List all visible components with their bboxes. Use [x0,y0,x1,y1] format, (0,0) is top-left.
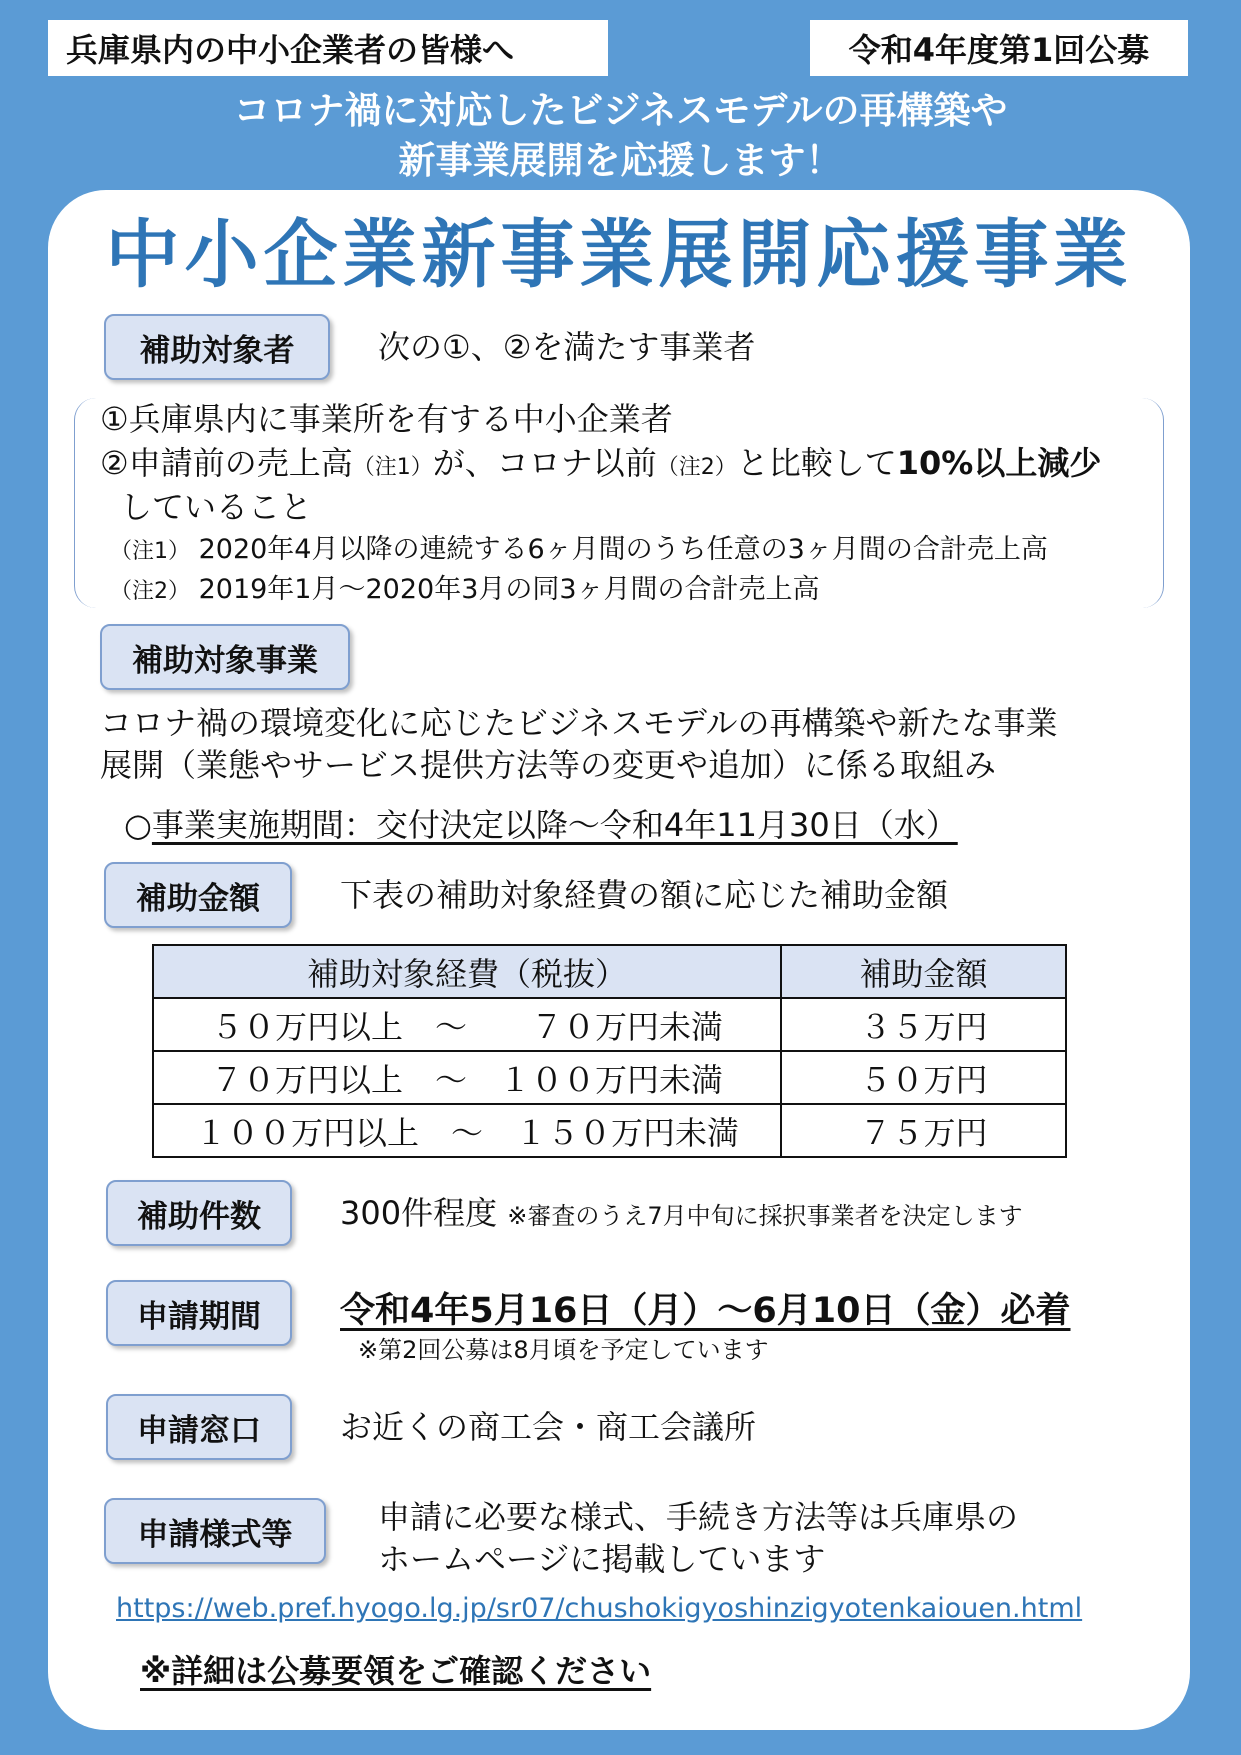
fee-table-header-amount: 補助金額 [781,945,1066,998]
condition-2-continued: していること [120,488,313,526]
condition-2-note-2: （注2） [656,455,737,480]
fee-table-header-row [153,945,1066,998]
period-label [106,1280,292,1346]
note-1 [110,532,1048,570]
headline-line-1: コロナ禍に対応したビジネスモデルの再構築や [233,89,1008,132]
note-1-text: 2020年4月以降の連続する6ヶ月間のうち任意の3ヶ月間の合計売上高 [198,534,1048,565]
condition-1: ①兵庫県内に事業所を有する中小企業者 [100,400,673,438]
footer-note: ※詳細は公募要領をご確認ください [140,1652,652,1690]
note-2 [110,572,820,610]
fee-amount-cell: ５０万円 [781,1051,1066,1104]
page-title: 中小企業新事業展開応援事業 [105,212,1133,298]
project-label [100,624,350,690]
condition-2-bold: 10%以上減少 [896,444,1102,482]
fee-amount-cell: ７５万円 [781,1104,1066,1157]
count-note: ※審査のうえ7月中旬に採択事業者を決定します [507,1202,1023,1230]
period-note: ※第2回公募は8月頃を予定しています [358,1336,769,1364]
project-period-text: 事業実施期間：交付決定以降～令和4年11月30日（水） [151,806,958,844]
amount-label-text: 補助金額 [136,880,260,917]
note-1-mark: （注1） [110,539,190,564]
fee-table [152,944,1067,1158]
project-desc-1: コロナ禍の環境変化に応じたビジネスモデルの再構築や新たな事業 [100,704,1058,742]
round-text: 令和4年度第1回公募 [848,31,1150,69]
forms-desc-2: ホームページに掲載しています [378,1540,826,1578]
audience-text: 兵庫県内の中小企業者の皆様へ [66,31,515,69]
fee-amount-cell: ３５万円 [781,998,1066,1051]
amount-desc: 下表の補助対象経費の額に応じた補助金額 [340,876,949,914]
window-value: お近くの商工会・商工会議所 [340,1408,757,1446]
eligible-label-text: 補助対象者 [139,332,295,369]
amount-label [104,862,292,928]
period-value: 令和4年5月16日（月）～6月10日（金）必着 [340,1291,1071,1331]
condition-2-part-a: ②申請前の売上高 [100,444,353,482]
note-2-mark: （注2） [110,579,190,604]
table-row [153,1051,1066,1104]
forms-url-link[interactable]: https://web.pref.hyogo.lg.jp/sr07/chushokigyoshinzigyotenkaiouen.html [116,1593,1083,1624]
period-label-text: 申請期間 [137,1298,261,1335]
window-label [106,1394,292,1460]
condition-2 [100,442,1101,489]
eligible-label [104,314,330,380]
audience-box [48,20,608,76]
fee-cost-cell: １００万円以上 ～ １５０万円未満 [153,1104,781,1157]
note-2-text: 2019年1月～2020年3月の同3ヶ月間の合計売上高 [198,574,820,605]
fee-cost-cell: ５０万円以上 ～ ７０万円未満 [153,998,781,1051]
forms-label-text: 申請様式等 [137,1516,293,1553]
headline [0,86,1241,186]
count-label [106,1180,292,1246]
forms-desc-1: 申請に必要な様式、手続き方法等は兵庫県の [378,1498,1019,1536]
project-desc-2: 展開（業態やサービス提供方法等の変更や追加）に係る取組み [100,746,997,784]
headline-line-2: 新事業展開を応援します！ [398,139,843,182]
count-label-text: 補助件数 [137,1198,261,1235]
fee-cost-cell: ７０万円以上 ～ １００万円未満 [153,1051,781,1104]
count-value-line [340,1192,1023,1237]
round-box [810,20,1188,76]
count-value: 300件程度 [340,1194,498,1232]
project-period-mark: ○ [124,806,152,844]
forms-label [104,1498,326,1564]
eligible-intro: 次の①、②を満たす事業者 [378,328,756,366]
condition-2-part-c: と比較して [736,444,897,482]
project-period [124,804,958,846]
window-label-text: 申請窓口 [137,1412,261,1449]
table-row [153,998,1066,1051]
project-label-text: 補助対象事業 [132,642,318,679]
table-row [153,1104,1066,1157]
condition-2-part-b: が、コロナ以前 [432,444,657,482]
fee-table-header-cost: 補助対象経費（税抜） [153,945,781,998]
content-panel [48,190,1190,1730]
condition-2-note-1: （注1） [352,455,433,480]
